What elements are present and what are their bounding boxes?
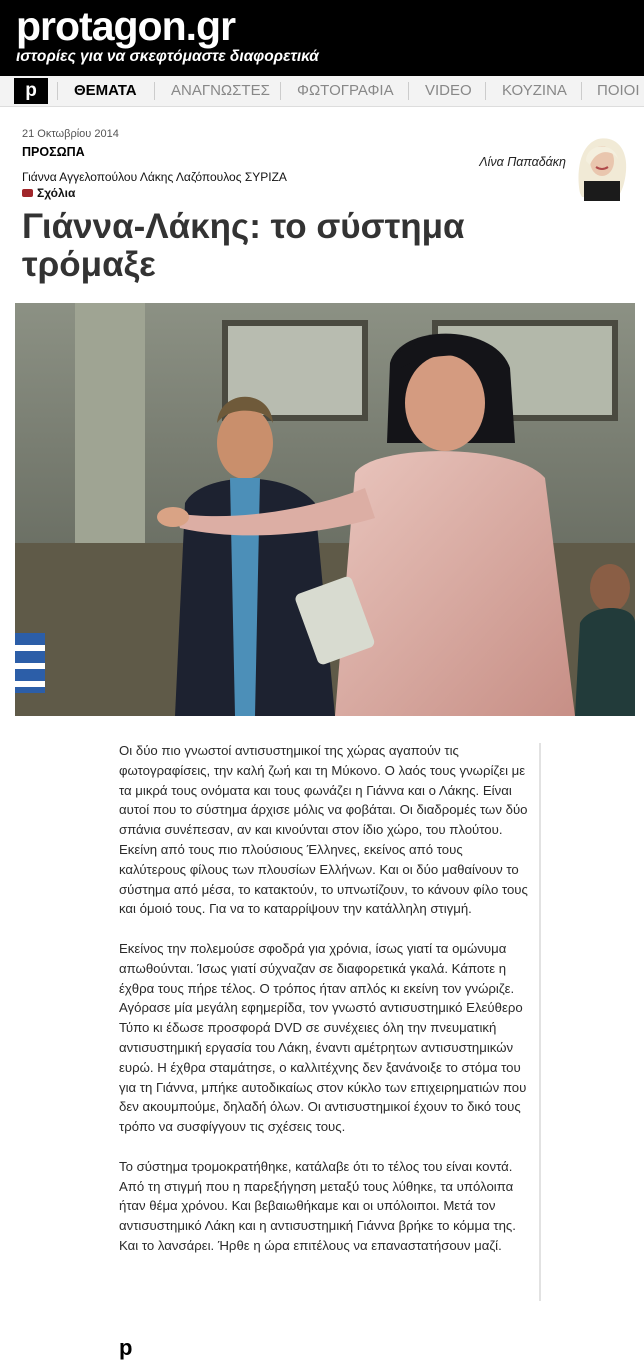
article-hero-image [15, 303, 635, 716]
nav-divider [408, 82, 409, 100]
main-nav [0, 76, 644, 107]
comment-icon [22, 189, 33, 197]
body-paragraph: Οι δύο πιο γνωστοί αντισυστημικοί της χώρας αγαπούν τις φωτογραφίσεις, την καλή ζωή και τη Μύκονο. Ο λαός τους γνωρίζει με τα μικρά τους ονόματα και τους φωνάζει η Γιάννα και ο Λάκης. Είναι αυτοί που το σύστημα άρχισε μόλις να φοβάται. Οι διαδρομές των δύο σπάνια συνέπεσαν, αν και κινούνται στον ίδιο χώρο, του πλούτου. Εκείνη από τους πιο πλούσιους Έλληνες, εκείνος από τους καλύτερους φίλους των πλουσίων Ελλήνων. Και οι δύο μαθαίνουν το σύστημα από μέσα, το κατακτούν, το υπνωτίζουν, το κάνουν φίλο τους και όμοιό τους. Για να το καταρρίψουν την κατάλληλη στιγμή. [119, 743, 528, 917]
author-avatar[interactable] [572, 131, 630, 201]
body-divider [539, 743, 541, 1301]
site-tagline: ιστορίες για να σκεφτόμαστε διαφορετικά [16, 48, 319, 65]
nav-item-fotografia[interactable]: ΦΩΤΟΓΡΑΦΙΑ [297, 82, 394, 99]
author-name[interactable]: Λίνα Παπαδάκη [479, 155, 566, 169]
comments-link[interactable] [22, 186, 75, 200]
nav-divider [581, 82, 582, 100]
nav-divider [485, 82, 486, 100]
article-body [119, 741, 533, 1276]
nav-item-themata[interactable]: ΘΕΜΑΤΑ [74, 82, 137, 99]
nav-item-video[interactable]: VIDEO [425, 82, 472, 99]
article-tags[interactable]: Γιάννα Αγγελοπούλου Λάκης Λαζόπουλος ΣΥΡΙΖΑ [22, 170, 287, 184]
nav-home-logo[interactable]: p [14, 78, 48, 104]
nav-item-poioi[interactable]: ΠΟΙΟΙ [597, 82, 640, 99]
site-logo[interactable]: protagon.gr [16, 3, 236, 49]
comments-label: Σχόλια [37, 186, 76, 200]
article-category[interactable]: ΠΡΟΣΩΠΑ [22, 145, 85, 159]
footer-logo[interactable]: p [119, 1335, 133, 1360]
nav-divider [154, 82, 155, 100]
nav-item-kouzina[interactable]: ΚΟΥΖΙΝΑ [502, 82, 567, 99]
site-header [0, 0, 644, 76]
body-paragraph: Εκείνος την πολεμούσε σφοδρά για χρόνια, ίσως γιατί τα ομώνυμα απωθούνται. Ίσως γιατί σύχναζαν σε διαφορετικά γκαλά. Κάποτε η έχθρα τους πήρε τέλος. Ο τρόπος ήταν απλός κι εκείνη τον γνώριζε. Αγόρασε μία μεγάλη εφημερίδα, τον γνωστό αντισυστημικό Ελεύθερο Τύπο κι έδωσε προσφορά DVD σε συνέχειες όλη την πνευματική αντισυστημική εργασία του Λάκη, έναντι αμέτρητων αντισυστημικών ευρώ. Η έχθρα σταμάτησε, ο καλλιτέχνης δεν ξανάνοιξε το στόμα του για τη Γιάννα, μπήκε αυτοδικαίως στον κύκλο των επιχειρηματιών που δεν ακουμπούμε, δηλαδή όλων. Οι αντισυστημικοί έχουν το δικό τους τρόπο να συσφίγγουν τις σχέσεις τους. [119, 940, 527, 1135]
nav-divider [57, 82, 58, 100]
body-paragraph: Το σύστημα τρομοκρατήθηκε, κατάλαβε ότι το τέλος του είναι κοντά. Από τη στιγμή που η παρεξήγηση μεταξύ τους λύθηκε, τα υπόλοιπα ήταν θέμα χρόνου. Και βεβαιωθήκαμε και οι υπόλοιποι. Μετά τον αντισυστημικό Λάκη και η αντισυστημική Γιάννα βρήκε το κόμμα της. Και το λανσάρει. Ήρθε η ώρα επιτέλους να επαναστατήσουν μαζί. [119, 1158, 516, 1253]
article-date: 21 Οκτωβρίου 2014 [22, 128, 119, 140]
article-title: Γιάννα-Λάκης: το σύστημα τρόμαξε [22, 207, 465, 284]
nav-divider [280, 82, 281, 100]
nav-item-anagnostes[interactable]: ΑΝΑΓΝΩΣΤΕΣ [171, 82, 270, 99]
